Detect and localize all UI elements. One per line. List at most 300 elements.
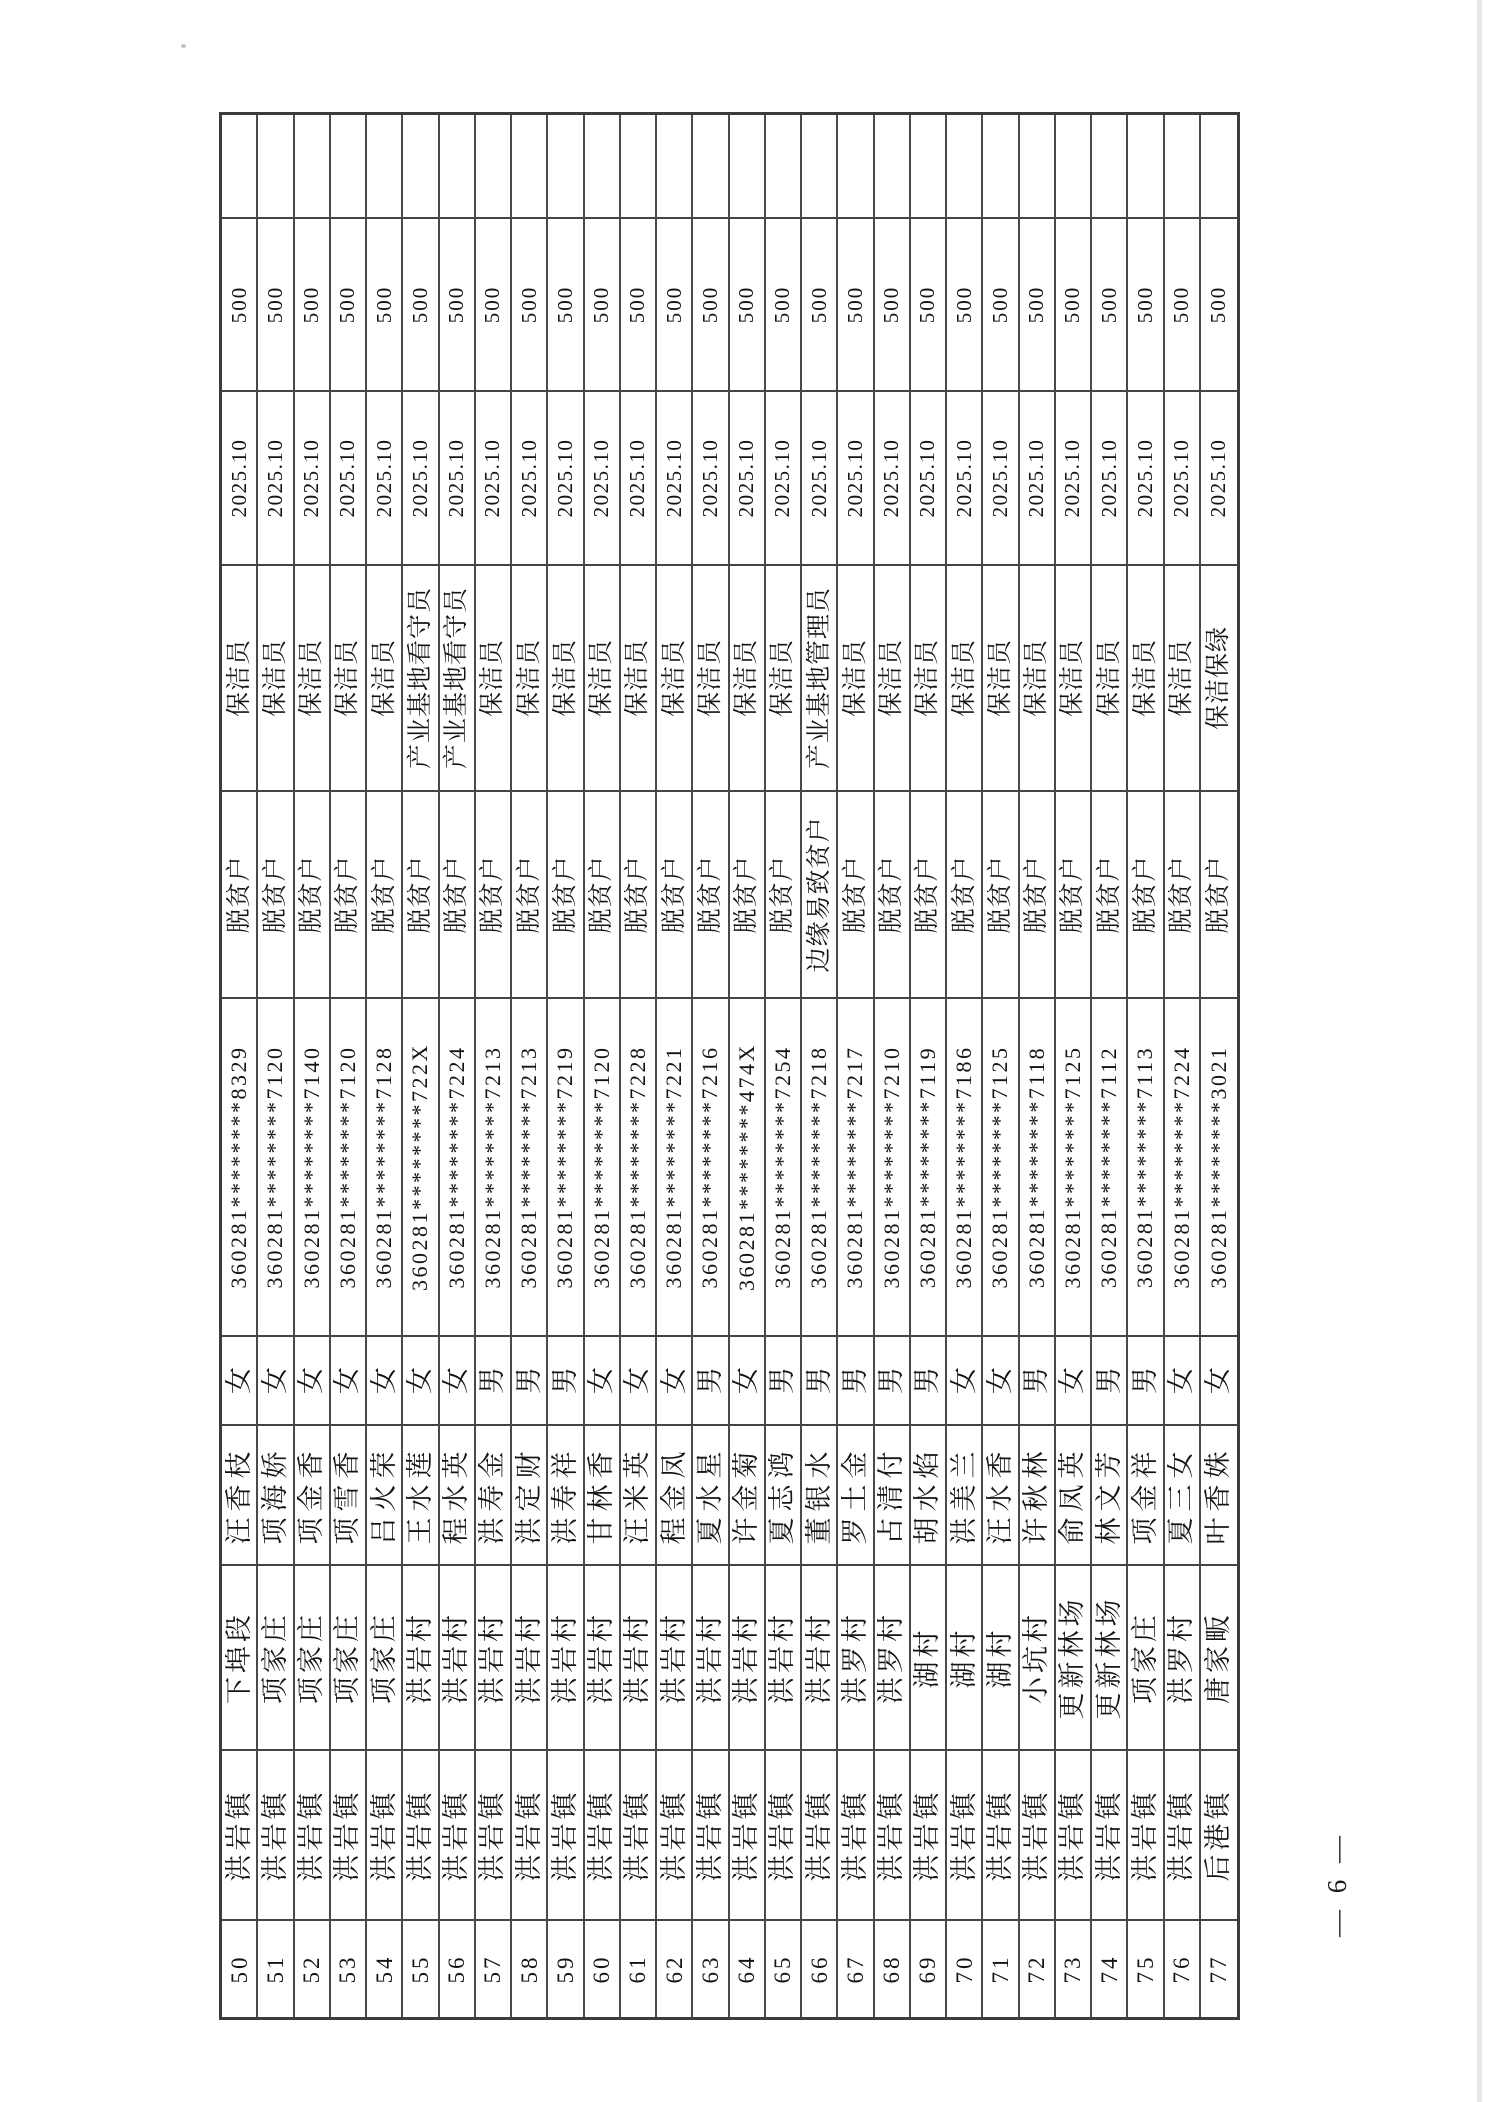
table-cell-72-amount: 500	[1020, 217, 1056, 390]
table-cell-75-post: 保洁员	[1128, 564, 1164, 790]
table-cell-70-serial: 70	[947, 1919, 983, 2017]
table-cell-73-amount: 500	[1056, 217, 1092, 390]
records-table	[219, 112, 1240, 2020]
table-cell-68-name: 占清付	[875, 1424, 911, 1564]
page-number: — 6 —	[1321, 1831, 1352, 1937]
table-cell-66-serial: 66	[802, 1919, 838, 2017]
table-cell-75-id_number: 360281********7113	[1128, 997, 1164, 1335]
table-cell-69-amount: 500	[911, 217, 947, 390]
table-cell-54-village: 项家庄	[367, 1564, 403, 1749]
table-cell-55-post: 产业基地看守员	[403, 564, 439, 790]
table-cell-71-id_number: 360281********7125	[983, 997, 1019, 1335]
table-cell-73-post: 保洁员	[1056, 564, 1092, 790]
table-cell-61-id_number: 360281********7228	[621, 997, 657, 1335]
table-cell-71-note	[983, 115, 1019, 217]
table-cell-52-amount: 500	[295, 217, 331, 390]
table-cell-74-serial: 74	[1092, 1919, 1128, 2017]
table-cell-70-gender: 女	[947, 1335, 983, 1424]
table-cell-58-name: 洪定财	[512, 1424, 548, 1564]
table-cell-71-serial: 71	[983, 1919, 1019, 2017]
table-cell-64-id_number: 360281********474X	[730, 997, 766, 1335]
table-cell-62-note	[657, 115, 693, 217]
table-cell-58-month: 2025.10	[512, 390, 548, 564]
table-cell-66-name: 董银水	[802, 1424, 838, 1564]
table-cell-52-town: 洪岩镇	[295, 1749, 331, 1919]
table-cell-68-amount: 500	[875, 217, 911, 390]
table-cell-72-village: 小坑村	[1020, 1564, 1056, 1749]
table-cell-74-month: 2025.10	[1092, 390, 1128, 564]
table-cell-60-month: 2025.10	[585, 390, 621, 564]
table-cell-75-name: 项金祥	[1128, 1424, 1164, 1564]
table-cell-57-post: 保洁员	[476, 564, 512, 790]
table-cell-53-town: 洪岩镇	[331, 1749, 367, 1919]
table-cell-54-id_number: 360281********7128	[367, 997, 403, 1335]
table-cell-72-serial: 72	[1020, 1919, 1056, 2017]
table-cell-65-gender: 男	[766, 1335, 802, 1424]
table-cell-75-note	[1128, 115, 1164, 217]
table-cell-57-village: 洪岩村	[476, 1564, 512, 1749]
table-cell-65-name: 夏志鸿	[766, 1424, 802, 1564]
table-cell-59-id_number: 360281********7219	[548, 997, 584, 1335]
table-cell-50-id_number: 360281********8329	[222, 997, 258, 1335]
table-cell-69-note	[911, 115, 947, 217]
table-cell-51-serial: 51	[258, 1919, 294, 2017]
table-cell-76-gender: 女	[1165, 1335, 1201, 1424]
table-cell-67-town: 洪岩镇	[838, 1749, 874, 1919]
table-cell-64-note	[730, 115, 766, 217]
table-cell-75-town: 洪岩镇	[1128, 1749, 1164, 1919]
table-cell-57-serial: 57	[476, 1919, 512, 2017]
table-cell-69-month: 2025.10	[911, 390, 947, 564]
table-cell-59-month: 2025.10	[548, 390, 584, 564]
table-cell-76-town: 洪岩镇	[1165, 1749, 1201, 1919]
table-cell-63-gender: 男	[693, 1335, 729, 1424]
table-cell-68-month: 2025.10	[875, 390, 911, 564]
table-cell-76-month: 2025.10	[1165, 390, 1201, 564]
scan-speck	[181, 44, 186, 48]
table-cell-69-category: 脱贫户	[911, 790, 947, 997]
table-cell-75-serial: 75	[1128, 1919, 1164, 2017]
table-cell-53-id_number: 360281********7120	[331, 997, 367, 1335]
table-cell-55-amount: 500	[403, 217, 439, 390]
table-cell-66-month: 2025.10	[802, 390, 838, 564]
table-cell-61-town: 洪岩镇	[621, 1749, 657, 1919]
table-cell-55-village: 洪岩村	[403, 1564, 439, 1749]
table-cell-71-amount: 500	[983, 217, 1019, 390]
table-cell-59-town: 洪岩镇	[548, 1749, 584, 1919]
table-cell-58-amount: 500	[512, 217, 548, 390]
table-cell-63-village: 洪岩村	[693, 1564, 729, 1749]
table-cell-58-id_number: 360281********7213	[512, 997, 548, 1335]
table-cell-64-category: 脱贫户	[730, 790, 766, 997]
table-cell-54-name: 吕火荣	[367, 1424, 403, 1564]
table-cell-64-village: 洪岩村	[730, 1564, 766, 1749]
table-cell-66-note	[802, 115, 838, 217]
table-cell-64-amount: 500	[730, 217, 766, 390]
table-cell-63-category: 脱贫户	[693, 790, 729, 997]
table-cell-59-post: 保洁员	[548, 564, 584, 790]
table-cell-51-category: 脱贫户	[258, 790, 294, 997]
table-cell-75-amount: 500	[1128, 217, 1164, 390]
table-cell-70-month: 2025.10	[947, 390, 983, 564]
table-cell-60-town: 洪岩镇	[585, 1749, 621, 1919]
table-cell-56-town: 洪岩镇	[440, 1749, 476, 1919]
table-cell-52-note	[295, 115, 331, 217]
table-cell-63-town: 洪岩镇	[693, 1749, 729, 1919]
table-cell-72-category: 脱贫户	[1020, 790, 1056, 997]
table-cell-59-note	[548, 115, 584, 217]
table-cell-57-amount: 500	[476, 217, 512, 390]
table-cell-76-note	[1165, 115, 1201, 217]
table-cell-58-town: 洪岩镇	[512, 1749, 548, 1919]
table-cell-73-serial: 73	[1056, 1919, 1092, 2017]
table-cell-53-category: 脱贫户	[331, 790, 367, 997]
table-cell-52-gender: 女	[295, 1335, 331, 1424]
table-cell-76-category: 脱贫户	[1165, 790, 1201, 997]
table-cell-57-note	[476, 115, 512, 217]
table-cell-76-amount: 500	[1165, 217, 1201, 390]
table-cell-60-name: 甘林香	[585, 1424, 621, 1564]
table-cell-60-id_number: 360281********7120	[585, 997, 621, 1335]
table-cell-64-town: 洪岩镇	[730, 1749, 766, 1919]
table-cell-56-serial: 56	[440, 1919, 476, 2017]
table-cell-56-note	[440, 115, 476, 217]
table-cell-60-post: 保洁员	[585, 564, 621, 790]
table-cell-55-note	[403, 115, 439, 217]
table-cell-77-serial: 77	[1201, 1919, 1237, 2017]
table-cell-76-village: 洪罗村	[1165, 1564, 1201, 1749]
table-cell-71-town: 洪岩镇	[983, 1749, 1019, 1919]
table-cell-75-village: 项家庄	[1128, 1564, 1164, 1749]
table-cell-68-category: 脱贫户	[875, 790, 911, 997]
table-cell-61-gender: 女	[621, 1335, 657, 1424]
table-cell-61-month: 2025.10	[621, 390, 657, 564]
table-cell-74-note	[1092, 115, 1128, 217]
table-cell-59-category: 脱贫户	[548, 790, 584, 997]
table-cell-77-note	[1201, 115, 1237, 217]
table-cell-71-name: 汪水香	[983, 1424, 1019, 1564]
table-cell-51-gender: 女	[258, 1335, 294, 1424]
table-cell-67-note	[838, 115, 874, 217]
table-cell-63-note	[693, 115, 729, 217]
table-cell-70-amount: 500	[947, 217, 983, 390]
table-cell-62-town: 洪岩镇	[657, 1749, 693, 1919]
table-cell-58-category: 脱贫户	[512, 790, 548, 997]
table-cell-58-village: 洪岩村	[512, 1564, 548, 1749]
table-cell-70-post: 保洁员	[947, 564, 983, 790]
table-cell-58-note	[512, 115, 548, 217]
table-cell-50-town: 洪岩镇	[222, 1749, 258, 1919]
table-cell-62-category: 脱贫户	[657, 790, 693, 997]
table-cell-61-village: 洪岩村	[621, 1564, 657, 1749]
table-cell-77-amount: 500	[1201, 217, 1237, 390]
table-cell-60-serial: 60	[585, 1919, 621, 2017]
table-cell-50-month: 2025.10	[222, 390, 258, 564]
table-cell-77-town: 后港镇	[1201, 1749, 1237, 1919]
table-cell-57-category: 脱贫户	[476, 790, 512, 997]
table-cell-66-amount: 500	[802, 217, 838, 390]
table-cell-73-gender: 女	[1056, 1335, 1092, 1424]
table-cell-50-note	[222, 115, 258, 217]
table-cell-72-note	[1020, 115, 1056, 217]
table-cell-67-category: 脱贫户	[838, 790, 874, 997]
table-cell-65-serial: 65	[766, 1919, 802, 2017]
table-cell-51-id_number: 360281********7120	[258, 997, 294, 1335]
table-cell-74-amount: 500	[1092, 217, 1128, 390]
table-cell-77-gender: 女	[1201, 1335, 1237, 1424]
table-cell-69-serial: 69	[911, 1919, 947, 2017]
table-cell-52-category: 脱贫户	[295, 790, 331, 997]
table-cell-68-note	[875, 115, 911, 217]
table-cell-74-category: 脱贫户	[1092, 790, 1128, 997]
table-cell-77-post: 保洁保绿	[1201, 564, 1237, 790]
table-cell-68-town: 洪岩镇	[875, 1749, 911, 1919]
table-cell-67-serial: 67	[838, 1919, 874, 2017]
table-cell-70-category: 脱贫户	[947, 790, 983, 997]
table-cell-54-gender: 女	[367, 1335, 403, 1424]
table-cell-57-gender: 男	[476, 1335, 512, 1424]
table-cell-54-category: 脱贫户	[367, 790, 403, 997]
scan-edge-shadow	[1477, 0, 1482, 2102]
table-cell-51-village: 项家庄	[258, 1564, 294, 1749]
table-cell-67-id_number: 360281********7217	[838, 997, 874, 1335]
table-cell-50-serial: 50	[222, 1919, 258, 2017]
table-cell-54-serial: 54	[367, 1919, 403, 2017]
table-cell-64-gender: 女	[730, 1335, 766, 1424]
table-cell-64-name: 许金菊	[730, 1424, 766, 1564]
table-cell-61-amount: 500	[621, 217, 657, 390]
table-cell-59-amount: 500	[548, 217, 584, 390]
table-cell-60-note	[585, 115, 621, 217]
table-cell-58-post: 保洁员	[512, 564, 548, 790]
table-cell-55-name: 王水莲	[403, 1424, 439, 1564]
table-cell-71-gender: 女	[983, 1335, 1019, 1424]
table-cell-52-id_number: 360281********7140	[295, 997, 331, 1335]
table-cell-62-id_number: 360281********7221	[657, 997, 693, 1335]
table-cell-65-category: 脱贫户	[766, 790, 802, 997]
table-cell-77-month: 2025.10	[1201, 390, 1237, 564]
table-cell-74-post: 保洁员	[1092, 564, 1128, 790]
table-cell-52-serial: 52	[295, 1919, 331, 2017]
table-cell-57-month: 2025.10	[476, 390, 512, 564]
table-cell-50-category: 脱贫户	[222, 790, 258, 997]
table-cell-61-category: 脱贫户	[621, 790, 657, 997]
table-cell-54-amount: 500	[367, 217, 403, 390]
table-cell-50-post: 保洁员	[222, 564, 258, 790]
table-cell-73-month: 2025.10	[1056, 390, 1092, 564]
table-cell-62-amount: 500	[657, 217, 693, 390]
table-cell-74-id_number: 360281********7112	[1092, 997, 1128, 1335]
table-cell-66-gender: 男	[802, 1335, 838, 1424]
table-cell-58-serial: 58	[512, 1919, 548, 2017]
table-cell-53-month: 2025.10	[331, 390, 367, 564]
table-cell-55-town: 洪岩镇	[403, 1749, 439, 1919]
table-cell-70-village: 湖村	[947, 1564, 983, 1749]
table-cell-53-village: 项家庄	[331, 1564, 367, 1749]
table-cell-56-name: 程水英	[440, 1424, 476, 1564]
table-cell-61-post: 保洁员	[621, 564, 657, 790]
table-cell-76-name: 夏三女	[1165, 1424, 1201, 1564]
table-cell-68-id_number: 360281********7210	[875, 997, 911, 1335]
table-cell-61-name: 汪米英	[621, 1424, 657, 1564]
table-cell-56-village: 洪岩村	[440, 1564, 476, 1749]
table-cell-67-name: 罗土金	[838, 1424, 874, 1564]
table-cell-63-month: 2025.10	[693, 390, 729, 564]
table-cell-76-id_number: 360281********7224	[1165, 997, 1201, 1335]
table-cell-58-gender: 男	[512, 1335, 548, 1424]
table-cell-72-town: 洪岩镇	[1020, 1749, 1056, 1919]
table-cell-53-note	[331, 115, 367, 217]
table-cell-76-serial: 76	[1165, 1919, 1201, 2017]
table-cell-50-amount: 500	[222, 217, 258, 390]
table-cell-62-name: 程金凤	[657, 1424, 693, 1564]
table-cell-54-town: 洪岩镇	[367, 1749, 403, 1919]
table-cell-62-serial: 62	[657, 1919, 693, 2017]
table-cell-68-serial: 68	[875, 1919, 911, 2017]
table-cell-64-serial: 64	[730, 1919, 766, 2017]
table-cell-63-id_number: 360281********7216	[693, 997, 729, 1335]
table-cell-70-town: 洪岩镇	[947, 1749, 983, 1919]
table-cell-55-gender: 女	[403, 1335, 439, 1424]
table-cell-56-month: 2025.10	[440, 390, 476, 564]
table-cell-60-gender: 女	[585, 1335, 621, 1424]
table-cell-59-village: 洪岩村	[548, 1564, 584, 1749]
table-cell-50-gender: 女	[222, 1335, 258, 1424]
table-cell-62-post: 保洁员	[657, 564, 693, 790]
table-cell-71-month: 2025.10	[983, 390, 1019, 564]
table-cell-65-month: 2025.10	[766, 390, 802, 564]
table-cell-59-serial: 59	[548, 1919, 584, 2017]
table-cell-73-id_number: 360281********7125	[1056, 997, 1092, 1335]
table-cell-72-month: 2025.10	[1020, 390, 1056, 564]
table-cell-72-name: 许秋林	[1020, 1424, 1056, 1564]
table-cell-68-village: 洪罗村	[875, 1564, 911, 1749]
table-cell-53-post: 保洁员	[331, 564, 367, 790]
table-cell-70-name: 洪美兰	[947, 1424, 983, 1564]
table-cell-69-id_number: 360281********7119	[911, 997, 947, 1335]
table-cell-62-village: 洪岩村	[657, 1564, 693, 1749]
table-cell-74-gender: 男	[1092, 1335, 1128, 1424]
table-cell-69-post: 保洁员	[911, 564, 947, 790]
table-cell-72-gender: 男	[1020, 1335, 1056, 1424]
table-cell-63-name: 夏水星	[693, 1424, 729, 1564]
table-cell-70-note	[947, 115, 983, 217]
table-cell-75-gender: 男	[1128, 1335, 1164, 1424]
table-cell-67-post: 保洁员	[838, 564, 874, 790]
table-cell-56-post: 产业基地看守员	[440, 564, 476, 790]
table-cell-57-name: 洪寿金	[476, 1424, 512, 1564]
table-cell-67-village: 洪罗村	[838, 1564, 874, 1749]
table-cell-67-amount: 500	[838, 217, 874, 390]
table-cell-65-amount: 500	[766, 217, 802, 390]
table-cell-52-month: 2025.10	[295, 390, 331, 564]
table-cell-65-village: 洪岩村	[766, 1564, 802, 1749]
table-cell-53-amount: 500	[331, 217, 367, 390]
table-cell-56-id_number: 360281********7224	[440, 997, 476, 1335]
table-cell-66-town: 洪岩镇	[802, 1749, 838, 1919]
table-cell-56-gender: 女	[440, 1335, 476, 1424]
table-cell-57-id_number: 360281********7213	[476, 997, 512, 1335]
table-cell-65-post: 保洁员	[766, 564, 802, 790]
table-cell-63-amount: 500	[693, 217, 729, 390]
table-cell-73-town: 洪岩镇	[1056, 1749, 1092, 1919]
table-cell-52-village: 项家庄	[295, 1564, 331, 1749]
table-cell-67-month: 2025.10	[838, 390, 874, 564]
table-cell-56-amount: 500	[440, 217, 476, 390]
table-cell-59-name: 洪寿祥	[548, 1424, 584, 1564]
table-cell-55-serial: 55	[403, 1919, 439, 2017]
table-cell-72-post: 保洁员	[1020, 564, 1056, 790]
table-cell-77-village: 唐家畈	[1201, 1564, 1237, 1749]
table-cell-60-amount: 500	[585, 217, 621, 390]
table-cell-73-name: 俞凤英	[1056, 1424, 1092, 1564]
table-cell-51-month: 2025.10	[258, 390, 294, 564]
table-cell-60-category: 脱贫户	[585, 790, 621, 997]
table-cell-77-name: 叶香姝	[1201, 1424, 1237, 1564]
table-cell-68-gender: 男	[875, 1335, 911, 1424]
table-cell-55-month: 2025.10	[403, 390, 439, 564]
table-cell-56-category: 脱贫户	[440, 790, 476, 997]
table-cell-77-category: 脱贫户	[1201, 790, 1237, 997]
table-cell-73-village: 更新林场	[1056, 1564, 1092, 1749]
table-cell-50-village: 下埠段	[222, 1564, 258, 1749]
table-cell-69-village: 湖村	[911, 1564, 947, 1749]
table-cell-67-gender: 男	[838, 1335, 874, 1424]
table-cell-60-village: 洪岩村	[585, 1564, 621, 1749]
table-cell-64-month: 2025.10	[730, 390, 766, 564]
table-cell-55-category: 脱贫户	[403, 790, 439, 997]
table-cell-62-month: 2025.10	[657, 390, 693, 564]
table-cell-69-name: 胡水焰	[911, 1424, 947, 1564]
table-cell-71-village: 湖村	[983, 1564, 1019, 1749]
table-cell-74-village: 更新林场	[1092, 1564, 1128, 1749]
table-cell-57-town: 洪岩镇	[476, 1749, 512, 1919]
table-cell-51-name: 项海娇	[258, 1424, 294, 1564]
table-cell-53-serial: 53	[331, 1919, 367, 2017]
table-cell-51-note	[258, 115, 294, 217]
table-cell-51-amount: 500	[258, 217, 294, 390]
table-cell-74-name: 林文芳	[1092, 1424, 1128, 1564]
table-cell-65-town: 洪岩镇	[766, 1749, 802, 1919]
table-cell-63-post: 保洁员	[693, 564, 729, 790]
table-cell-75-category: 脱贫户	[1128, 790, 1164, 997]
table-cell-62-gender: 女	[657, 1335, 693, 1424]
table-cell-52-post: 保洁员	[295, 564, 331, 790]
table-cell-77-id_number: 360281********3021	[1201, 997, 1237, 1335]
table-cell-55-id_number: 360281********722X	[403, 997, 439, 1335]
table-cell-66-category: 边缘易致贫户	[802, 790, 838, 997]
table-cell-74-town: 洪岩镇	[1092, 1749, 1128, 1919]
table-cell-69-town: 洪岩镇	[911, 1749, 947, 1919]
table-cell-71-category: 脱贫户	[983, 790, 1019, 997]
table-cell-66-village: 洪岩村	[802, 1564, 838, 1749]
table-cell-53-name: 项雪香	[331, 1424, 367, 1564]
table-cell-73-category: 脱贫户	[1056, 790, 1092, 997]
table-cell-53-gender: 女	[331, 1335, 367, 1424]
table-cell-51-post: 保洁员	[258, 564, 294, 790]
table-cell-65-id_number: 360281********7254	[766, 997, 802, 1335]
table-cell-72-id_number: 360281********7118	[1020, 997, 1056, 1335]
table-cell-59-gender: 男	[548, 1335, 584, 1424]
table-cell-63-serial: 63	[693, 1919, 729, 2017]
table-cell-50-name: 汪香枝	[222, 1424, 258, 1564]
table-cell-76-post: 保洁员	[1165, 564, 1201, 790]
table-cell-54-month: 2025.10	[367, 390, 403, 564]
table-cell-61-note	[621, 115, 657, 217]
table-cell-68-post: 保洁员	[875, 564, 911, 790]
table-cell-54-post: 保洁员	[367, 564, 403, 790]
table-cell-66-post: 产业基地管理员	[802, 564, 838, 790]
